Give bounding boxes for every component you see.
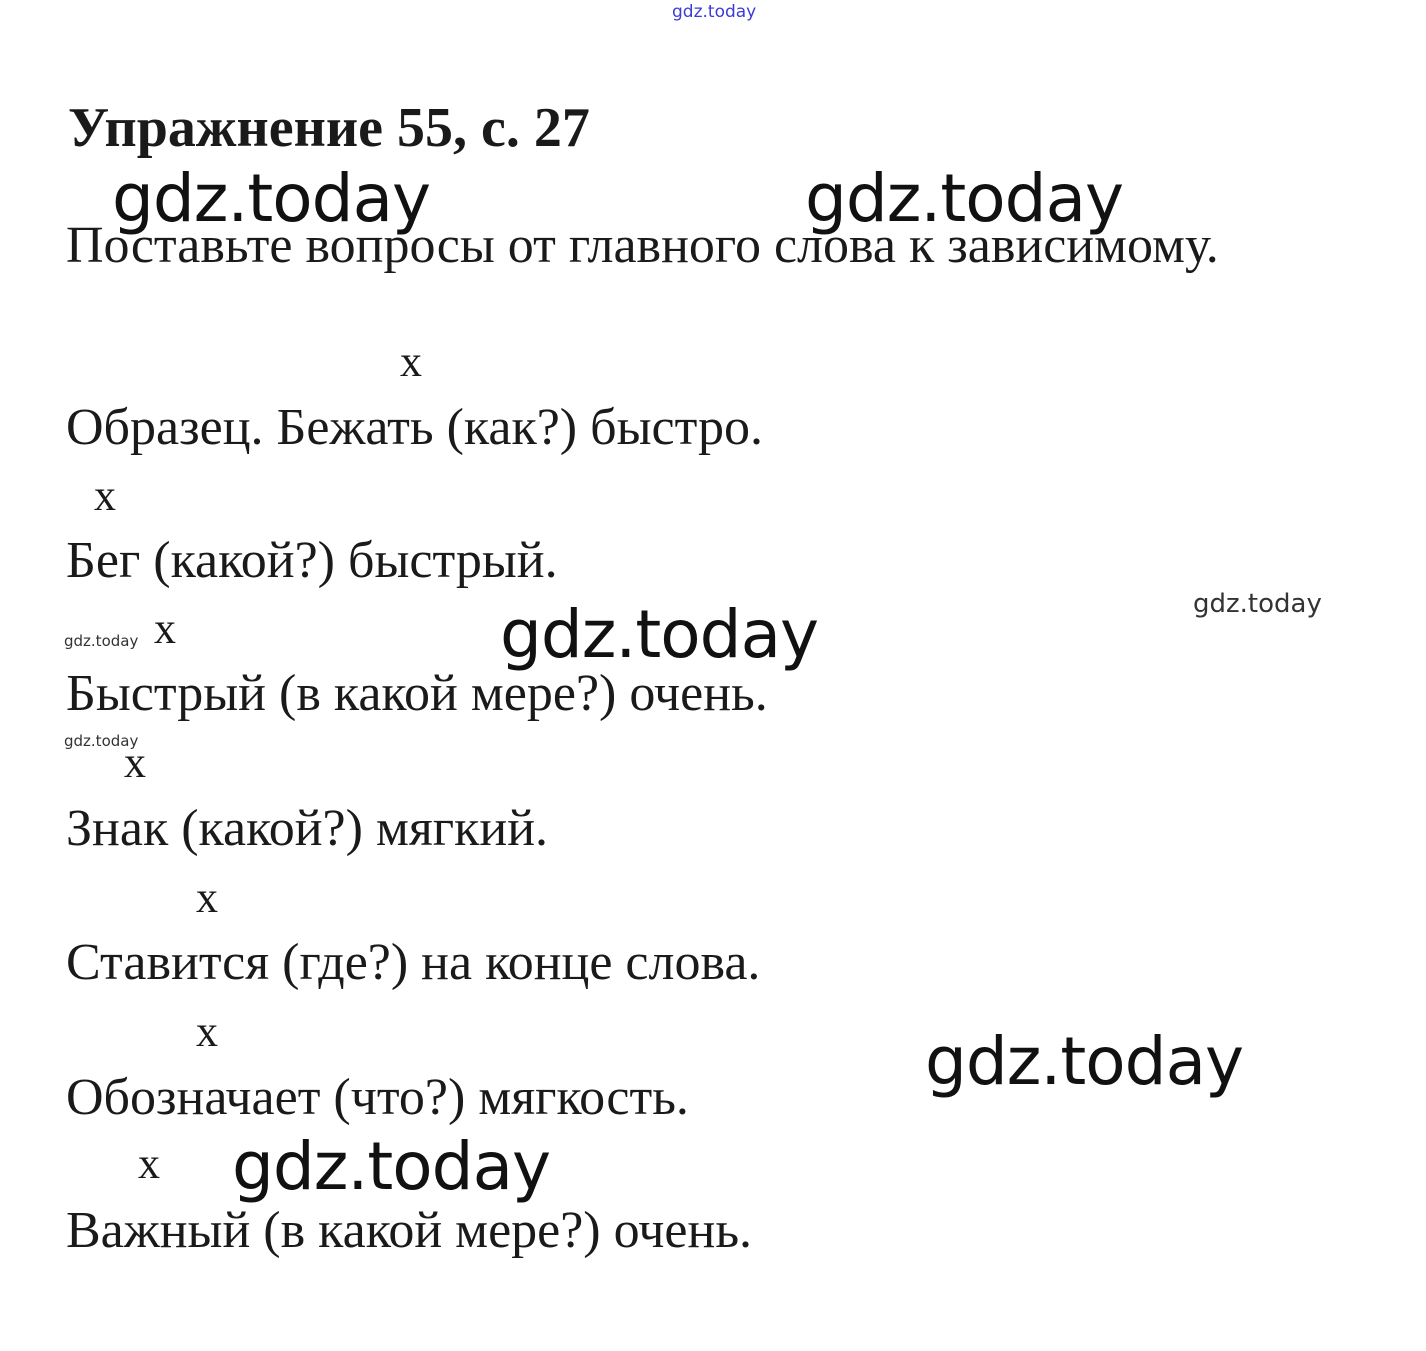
watermark-center: gdz.today — [500, 596, 819, 673]
main-word-marker: x — [196, 1007, 218, 1056]
answer-line-7: Важный (в какой мере?) очень. — [66, 1202, 753, 1259]
watermark-small-2: gdz.today — [64, 732, 139, 750]
watermark-right-upper: gdz.today — [805, 160, 1124, 237]
answer-line-4: Знак (какой?) мягкий. — [66, 800, 549, 857]
instruction: Поставьте вопросы от главного слова к зависимому. — [66, 217, 1219, 274]
answer-line-1: Образец. Бежать (как?) быстро. — [66, 399, 763, 456]
watermark-left-upper: gdz.today — [112, 160, 431, 237]
watermark-small-1: gdz.today — [64, 632, 139, 650]
main-word-marker: x — [124, 738, 146, 787]
main-word-marker: x — [154, 604, 176, 653]
answer-line-6: Обозначает (что?) мягкость. — [66, 1069, 689, 1126]
watermark-top: gdz.today — [672, 2, 757, 22]
main-word-marker: x — [400, 337, 422, 386]
watermark-right-middle: gdz.today — [1193, 589, 1322, 619]
exercise-title: Упражнение 55, с. 27 — [68, 97, 590, 159]
answer-line-3: Быстрый (в какой мере?) очень. — [66, 665, 768, 722]
answer-line-5: Ставится (где?) на конце слова. — [66, 934, 761, 991]
answer-line-2: Бег (какой?) быстрый. — [66, 532, 558, 589]
main-word-marker: x — [196, 873, 218, 922]
watermark-bottom: gdz.today — [232, 1128, 551, 1205]
watermark-right-lower: gdz.today — [925, 1023, 1244, 1100]
main-word-marker: x — [138, 1139, 160, 1188]
main-word-marker: x — [94, 471, 116, 520]
